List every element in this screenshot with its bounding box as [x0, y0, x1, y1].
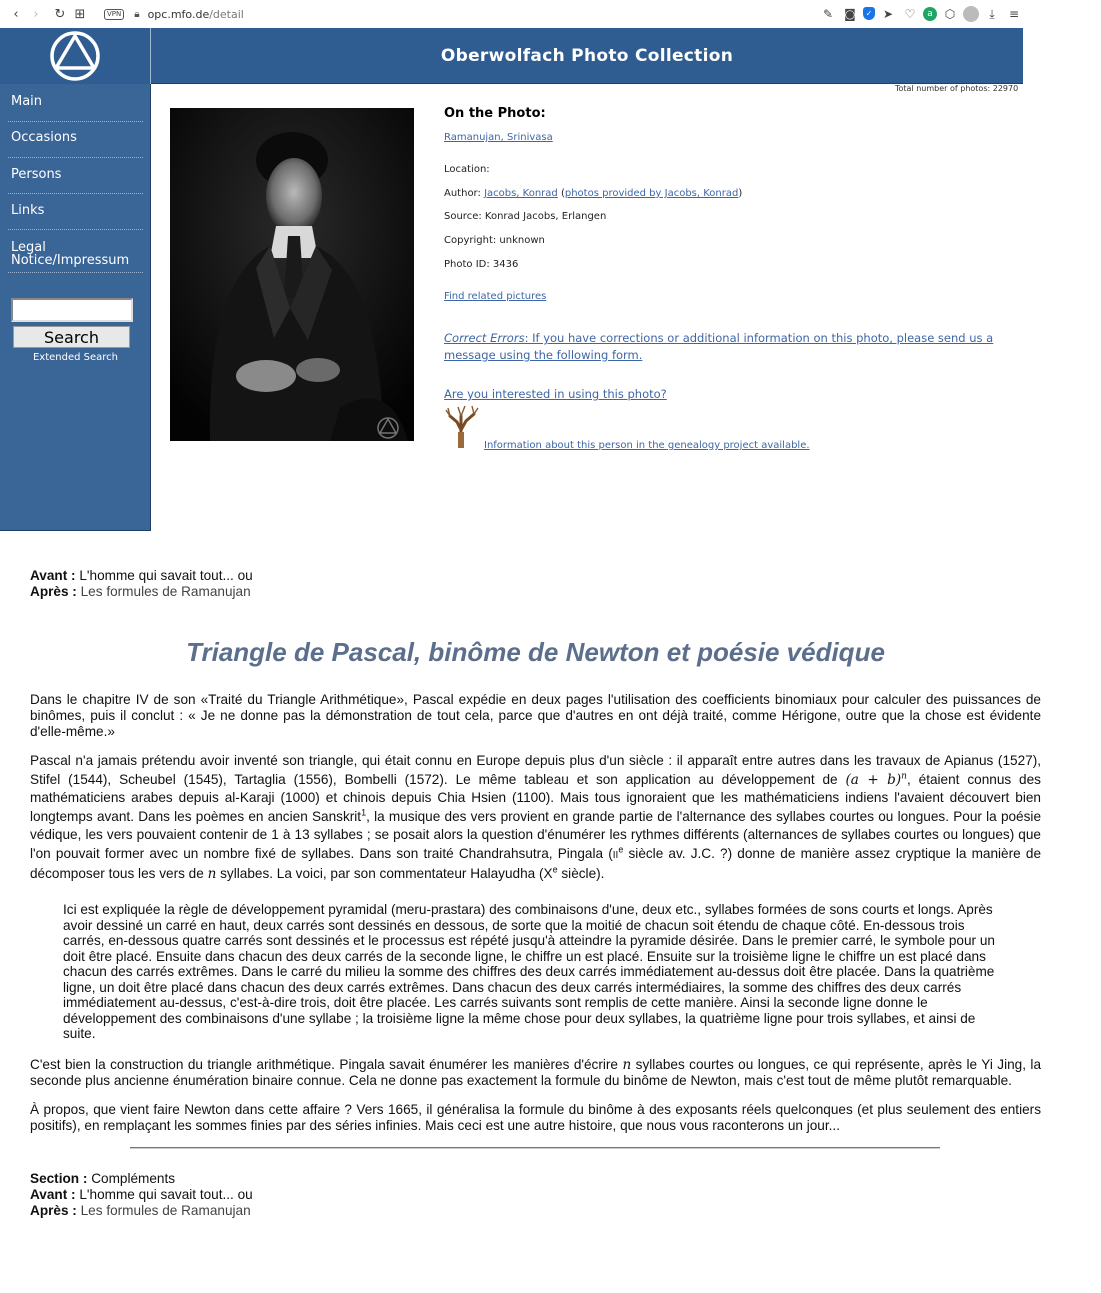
genealogy-link[interactable]: Information about this person in the genealogy project available. [484, 440, 810, 451]
nav-section [30, 1171, 1041, 1187]
heart-icon[interactable]: ♡ [904, 7, 916, 21]
apres-label: Après : [30, 584, 77, 599]
copyright-text: Copyright: unknown [444, 235, 545, 246]
p2-math-sup: n [901, 770, 907, 781]
site-logo[interactable] [0, 28, 151, 84]
forward-icon[interactable]: › [33, 6, 39, 22]
apres-link[interactable]: Les formules de Ramanujan [80, 584, 251, 599]
address-bar[interactable] [148, 8, 244, 21]
sidebar-item-persons[interactable]: Persons [11, 167, 62, 182]
header-divider [151, 83, 1023, 84]
apres-link-bottom[interactable]: Les formules de Ramanujan [80, 1203, 251, 1218]
avant-label: Avant : [30, 568, 76, 583]
article-title: Triangle de Pascal, binôme de Newton et poésie védique [186, 637, 885, 667]
person-link[interactable] [444, 132, 553, 143]
photo-id-text: Photo ID: 3436 [444, 259, 519, 270]
p2-text-e: syllabes. La voici, par son commentateur Halayudha (X [220, 866, 553, 881]
p2-text-f: siècle). [557, 866, 605, 881]
mfo-logo-icon [48, 30, 102, 82]
author-label: Author: [444, 188, 481, 199]
author-link[interactable]: Jacobs, Konrad [484, 188, 558, 199]
interested-link[interactable]: Are you interested in using this photo? [444, 387, 667, 401]
sidebar [0, 84, 151, 531]
total-photos-count: Total number of photos: 22970 [895, 84, 1019, 93]
portrait-image [170, 108, 414, 441]
paragraph-3 [30, 1057, 1041, 1089]
search-button[interactable]: Search [13, 326, 130, 348]
camera-icon[interactable]: ◙ [844, 7, 856, 21]
p2-text-d: siècle av. J.C. ?) donne de manière assez cryptique la manière de décomposer tous les vers de [30, 845, 1041, 881]
author-photos-link[interactable]: photos provided by Jacobs, Konrad [564, 188, 739, 199]
avant-text-bottom: L'homme qui savait tout... ou [79, 1187, 253, 1202]
lock-icon[interactable]: 🔒︎ [134, 8, 140, 20]
sidebar-divider [8, 157, 143, 158]
toolbar-extensions [819, 4, 1023, 24]
sidebar-divider [8, 272, 143, 273]
vpn-badge[interactable]: VPN [104, 9, 124, 20]
paragraph-4: À propos, que vient faire Newton dans cette affaire ? Vers 1665, il généralisa la formule du binôme à des exposants réels quelconques (et plus seulement des entiers positifs), en remplaçant les sommes finies par des séries infinies. Mais ceci est une autre histoire, que nous vous raconterons un jour... [30, 1102, 1041, 1133]
profile-icon[interactable] [963, 6, 979, 22]
avant-text: L'homme qui savait tout... ou [79, 568, 253, 583]
sidebar-item-main[interactable]: Main [11, 94, 43, 109]
person-photo[interactable] [170, 108, 414, 441]
p2-century-sup: e [618, 843, 624, 854]
browser-toolbar [0, 0, 1101, 28]
source-text: Source: Konrad Jacobs, Erlangen [444, 211, 607, 222]
blockquote-halayudha: Ici est expliquée la règle de développement pyramidal (meru-prastara) des combinaisons d'une, deux etc., syllabes formées de sons courts et longs. Après avoir dessiné un carré en haut, deux carrés sont dessinés en dessous, de sorte que la moitié de chacun soit étendu de chaque côté. En-dessous trois carrés, en-dessous quatre carrés sont dessinés et le processus est répété jusqu'à atteindre la pyramide désirée. Dans le premier carré, le symbole pour un doit être placé. Ensuite dans chacun des deux carrés de la seconde ligne, le chiffre un est placé. Ensuite sur la troisième ligne le chiffre un est placé dans chacun des carrés extrêmes. Dans le carré du milieu la somme des chiffres des deux carrés immédiatement au-dessus doit être placée. Dans la quatrième ligne, un doit être placé dans chacun des deux carrés extrêmes. Dans chacun des deux carrés intermédiaires, la somme des chiffres des deux carrés immédiatement au-dessus, c'est-à-dire trois, doit être placée. Les carrés suivants sont remplis de cette manière. Ainsi la seconde ligne donne le développement des combinaisons d'une syllabe ; la troisième ligne la même chose pour deux syllabes, la quatrième ligne pour trois syllabes, et ainsi de suite. [63, 902, 995, 1041]
sidebar-divider [8, 121, 143, 122]
site-banner [151, 28, 1023, 84]
extension-icon[interactable]: a [923, 7, 937, 21]
sidebar-item-legal[interactable]: Legal Notice/Impressum [11, 240, 130, 268]
sidebar-divider [8, 229, 143, 230]
find-related-text[interactable]: Find related pictures [444, 291, 547, 302]
footnote-1[interactable]: 1 [361, 806, 367, 817]
photo-details-heading: On the Photo: [444, 106, 546, 121]
author-row: Author: Jacobs, Konrad (photos provided by Jacobs, Konrad) [444, 188, 743, 199]
p3-text-b: syllabes courtes ou longues, ce qui représente, après le Yi Jing, la seconde plus ancienne énumération binaire connue. Cela ne donne pas exactement la formule du binôme de Newton, mais c'est tout de même plutôt remarquable. [30, 1057, 1042, 1088]
p2-text-e-sup: e [552, 864, 558, 875]
extended-search-link[interactable]: Extended Search [32, 352, 119, 363]
find-related-link[interactable] [444, 291, 546, 302]
article-nav-bottom [30, 1171, 1041, 1219]
tab-grid-icon[interactable]: ⊞ [74, 6, 86, 22]
correct-errors-label[interactable]: Correct Errors [444, 331, 525, 345]
p2-var-n: n [207, 866, 217, 882]
article-nav-top [30, 568, 1041, 600]
banner-title: Oberwolfach Photo Collection [440, 46, 734, 66]
p2-century-roman: II [612, 849, 619, 861]
location-label: Location: [444, 164, 490, 175]
apres-label-bottom: Après : [30, 1203, 77, 1218]
edit-icon[interactable]: ✎ [822, 7, 834, 21]
nav-avant [30, 568, 1041, 584]
menu-icon[interactable]: ≡ [1008, 7, 1020, 21]
send-icon[interactable]: ➤ [882, 7, 894, 21]
sidebar-item-links[interactable]: Links [11, 203, 45, 218]
paragraph-1: Dans le chapitre IV de son «Traité du Triangle Arithmétique», Pascal expédie en deux pages l'utilisation des coefficients binomiaux pour calculer des puissances de binômes, puis il conclut : « Je ne donne pas la démonstration de tout cela, parce que d'autres en ont déjà traité, comme Hérigone, outre que la chose est évidente d'elle-même.» [30, 692, 1041, 739]
nav-apres-bottom [30, 1203, 1041, 1219]
person-link-text[interactable]: Ramanujan, Srinivasa [444, 132, 553, 143]
p3-var-n: n [622, 1057, 632, 1073]
genealogy-tree-icon[interactable] [444, 404, 480, 448]
section-label: Section : [30, 1171, 88, 1186]
p3-text-a: C'est bien la construction du triangle arithmétique. Pingala savait énumérer les manières d'écrire [30, 1057, 618, 1072]
url-path: /detail [209, 7, 244, 21]
sidebar-divider [8, 193, 143, 194]
back-icon[interactable]: ‹ [13, 6, 19, 22]
section-text: Compléments [91, 1171, 176, 1186]
correct-errors-text[interactable]: : If you have corrections or additional information on this photo, please send us a message using the following form. [444, 331, 994, 362]
url-host: opc.mfo.de [147, 7, 210, 21]
article-divider [130, 1147, 940, 1149]
paragraph-2 [30, 752, 1041, 884]
shield-icon[interactable]: ✓ [863, 7, 875, 20]
search-input[interactable] [11, 298, 133, 322]
p2-text-c: , la musique des vers provient en grande partie de l'alternance des syllabes courtes ou longues. Pour la poésie védique, les vers pouvaient contenir de 1 à 13 syllabes ; se posait alors la question d'énumérer les rythmes différents (alternances de syllabes courtes ou longues) que l'on pouvait former avec un nombre fixé de syllabes. Dans son traité Chandrahsutra, Pingala ( [30, 808, 1041, 861]
sidebar-item-occasions[interactable]: Occasions [11, 130, 77, 145]
avant-label-bottom: Avant : [30, 1187, 76, 1202]
p2-text-b: , étaient connus des mathématiciens arabes depuis al-Karaji (1000) et chinois depuis Chia Hsien (1100). Mais tous ignoraient que les mathématiciens indiens l'avaient découvert bien longtemps avant. Dans les poèmes en ancien Sanskrit [30, 771, 1041, 824]
nav-avant-bottom [30, 1187, 1041, 1203]
cube-icon[interactable]: ⬡ [944, 7, 956, 21]
nav-apres [30, 584, 1041, 600]
p2-text-a: Pascal n'a jamais prétendu avoir inventé son triangle, qui était connu en Europe depuis plus d'un siècle : il apparaît entre autres dans les travaux de Apianus (1527), Stifel (1544), Scheubel (1545), Tartaglia (1556), Bombelli (1572). Le même tableau et son application au développement de [30, 753, 1041, 787]
reload-icon[interactable]: ↻ [54, 6, 66, 22]
correct-errors-link[interactable] [444, 330, 1026, 364]
p2-math: (a + b) [845, 771, 902, 788]
download-icon[interactable]: ⤓ [989, 6, 995, 21]
